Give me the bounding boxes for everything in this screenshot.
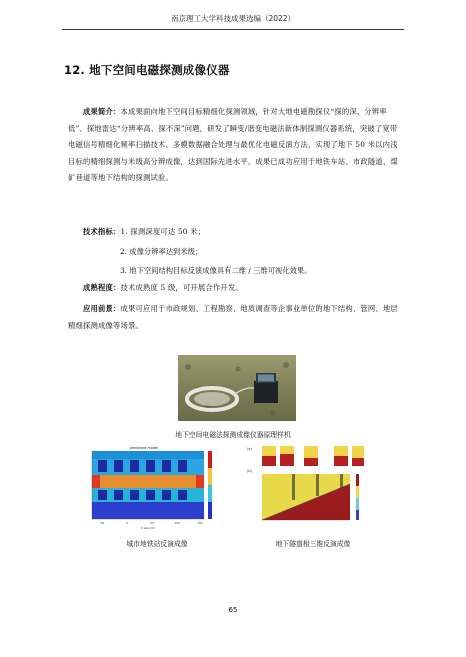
application-label: 应用前景： <box>83 304 121 313</box>
panel-a-slices <box>262 446 364 466</box>
summary-paragraph <box>68 104 404 187</box>
panel-b-label: (b) <box>247 469 252 473</box>
maturity-text: 技术成熟度 5 级，可开展合作开发。 <box>120 283 243 292</box>
panel-a-label: (a) <box>247 447 252 451</box>
header-rule <box>62 29 404 30</box>
tech-heading <box>68 224 404 241</box>
tech-item-2: 2. 成像分辨率达到米级； <box>120 247 203 256</box>
application-text: 成果可应用于市政规划、工程勘察、地质调查等企事业单位的地下结构、管网、地层精细探测成像等场景。 <box>68 304 398 330</box>
maturity-label: 成熟程度： <box>83 283 121 292</box>
tunnel-inversion-figure <box>244 444 372 532</box>
tunnel-inversion-plot <box>244 444 372 532</box>
subway-inversion-plot <box>82 444 224 532</box>
plot-title: predicted model <box>129 446 159 450</box>
section-title: 12. 地下空间电磁探测成像仪器 <box>64 63 230 77</box>
subway-inversion-figure <box>82 444 224 532</box>
application-paragraph <box>68 301 404 334</box>
summary-text: 本成果面向地下空间目标精细化探测领域，针对大地电磁勘探仪“探的深、分辨率低”、探地雷达“分辨率高、探不深”问题，研发了瞬变/谐变电磁法新体制探测仪器系统，突破了宽带电磁信号精细化频率扫描技术、多模数据融合处理与最优化电磁反演方法，实现了地下 50 米以内浅目标的精细探测与米级高分辨成像，达到国际先进水平。成果已成功应用于地铁车站、市政隧道、煤矿巷道等地下结构的探测试验。 <box>68 107 398 182</box>
running-header: 南京理工大学科技成果选编（2022） <box>170 14 296 23</box>
left-caption: 城市地铁站反演成像 <box>126 540 188 548</box>
tech-item-1: 1. 探测深度可达 50 米； <box>120 227 206 236</box>
svg-text:X axis (m): X axis (m) <box>140 526 156 530</box>
prototype-photo <box>178 355 296 421</box>
page-number: 65 <box>228 606 238 614</box>
maturity-paragraph <box>68 280 404 297</box>
svg-text:-50: -50 <box>99 521 105 525</box>
tech-item-3: 3. 地下空间结构目标反演成像具有二维 / 三维可视化效果。 <box>120 266 312 275</box>
svg-text:50: 50 <box>150 521 154 525</box>
svg-text:150: 150 <box>197 521 203 525</box>
svg-text:0: 0 <box>126 521 128 525</box>
panel-b-block <box>262 474 350 520</box>
tech-label: 技术指标： <box>83 227 121 236</box>
photo-caption: 地下空间电磁法探测成像仪器原理样机 <box>175 431 291 439</box>
right-caption: 地下隧道相三维反演成像 <box>275 540 351 548</box>
summary-label: 成果简介： <box>83 107 121 116</box>
prototype-photo-graphic <box>178 355 296 421</box>
svg-text:100: 100 <box>174 521 180 525</box>
